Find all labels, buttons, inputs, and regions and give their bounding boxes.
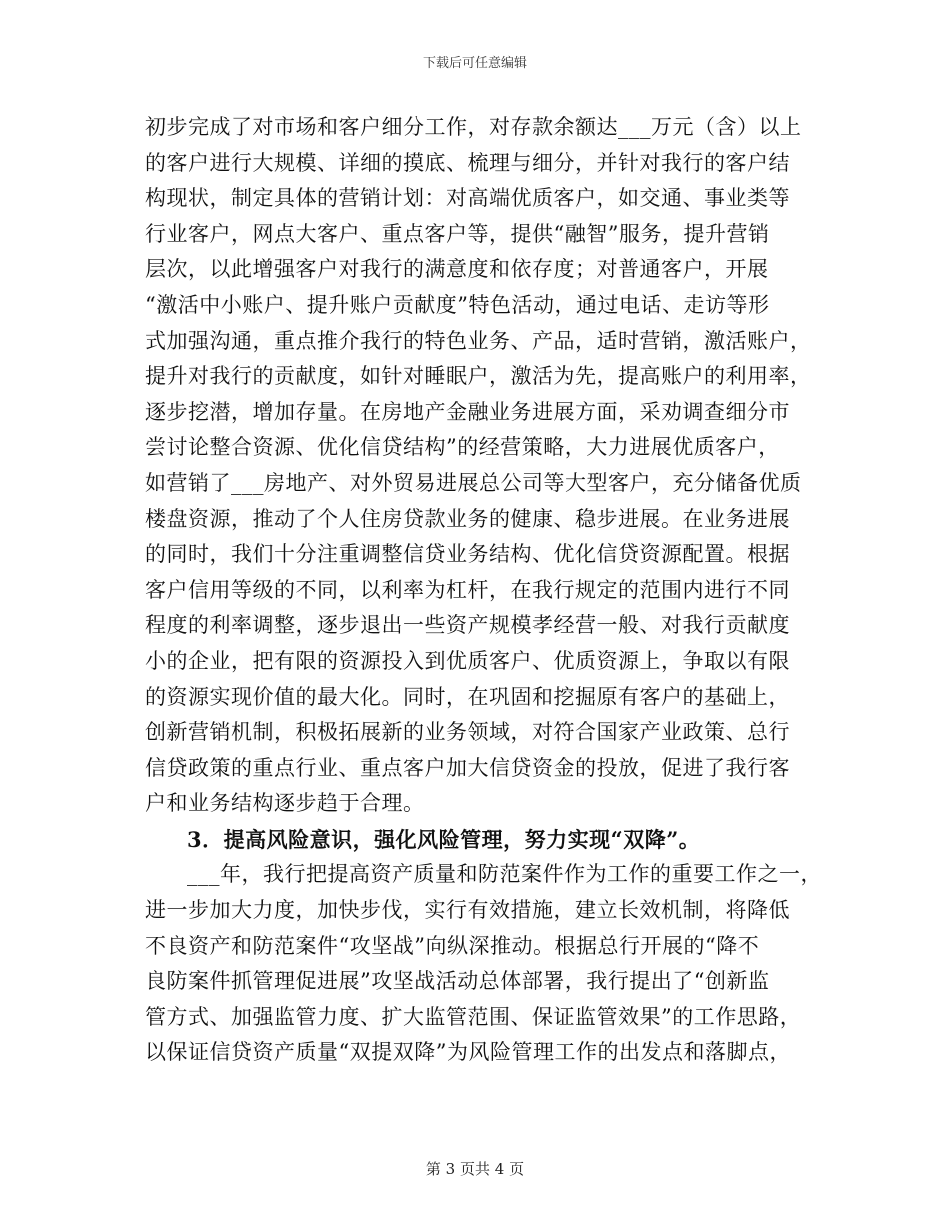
text-line: 构现状，制定具体的营销计划：对高端优质客户，如交通、事业类等 xyxy=(145,186,790,211)
page-header: 下载后可任意编辑 xyxy=(422,56,527,71)
text-line: 层次，以此增强客户对我行的满意度和依存度；对普通客户，开展 xyxy=(145,257,769,282)
text-line: 进一步加大力度，加快步伐，实行有效措施，建立长效机制，将降低 xyxy=(145,898,790,923)
text-line: 程度的利率调整，逐步退出一些资产规模孝经营一般、对我行贡献度 xyxy=(145,613,790,638)
text-line: 的同时，我们十分注重调整信贷业务结构、优化信贷资源配置。根据 xyxy=(145,542,790,567)
text-line: 小的企业，把有限的资源投入到优质客户、优质资源上，争取以有限 xyxy=(145,648,790,673)
section-heading: 3．提高风险意识，强化风险管理，努力实现“双降”。 xyxy=(187,826,701,852)
text-line: 行业客户，网点大客户、重点客户等，提供“融智”服务，提升营销 xyxy=(145,221,770,246)
text-line: 的资源实现价值的最大化。同时，在巩固和挖掘原有客户的基础上， xyxy=(145,684,790,709)
text-line: 户和业务结构逐步趋于合理。 xyxy=(145,791,425,816)
page-number: 第 3 页共 4 页 xyxy=(425,1160,525,1178)
text-line: 尝讨论整合资源、优化信贷结构”的经营策略，大力进展优质客户， xyxy=(145,435,780,460)
text-line: ___年，我行把提高资产质量和防范案件作为工作的重要工作之一， xyxy=(187,862,822,887)
text-line: 初步完成了对市场和客户细分工作，对存款余额达___万元（含）以上 xyxy=(145,115,802,139)
text-line: “激活中小账户、提升账户贡献度”特色活动，通过电话、走访等形 xyxy=(145,292,770,317)
text-line: 创新营销机制，积极拓展新的业务领域，对符合国家产业政策、总行 xyxy=(145,720,790,745)
text-line: 如营销了___房地产、对外贸易进展总公司等大型客户，充分储备优质 xyxy=(145,470,802,495)
text-line: 信贷政策的重点行业、重点客户加大信贷资金的投放，促进了我行客 xyxy=(145,755,790,780)
text-line: 良防案件抓管理促进展”攻坚战活动总体部署，我行提出了“创新监 xyxy=(145,969,770,994)
text-line: 楼盘资源，推动了个人住房贷款业务的健康、稳步进展。在业务进展 xyxy=(145,506,790,531)
document-body xyxy=(145,110,825,1071)
text-line: 的客户进行大规模、详细的摸底、梳理与细分，并针对我行的客户结 xyxy=(145,150,790,175)
text-line: 以保证信贷资产质量“双提双降”为风险管理工作的出发点和落脚点， xyxy=(145,1040,791,1065)
text-line: 客户信用等级的不同，以利率为杠杆，在我行规定的范围内进行不同 xyxy=(145,577,790,602)
text-line: 逐步挖潜，增加存量。在房地产金融业务进展方面，采劝调查细分市 xyxy=(145,399,790,424)
text-line: 不良资产和防范案件“攻坚战”向纵深推动。根据总行开展的“降不 xyxy=(145,933,760,958)
text-line: 式加强沟通，重点推介我行的特色业务、产品，适时营销，激活账户， xyxy=(145,328,812,353)
text-line: 管方式、加强监管力度、扩大监管范围、保证监管效果”的工作思路， xyxy=(145,1004,802,1029)
text-line: 提升对我行的贡献度，如针对睡眠户，激活为先，提高账户的利用率， xyxy=(145,364,812,389)
